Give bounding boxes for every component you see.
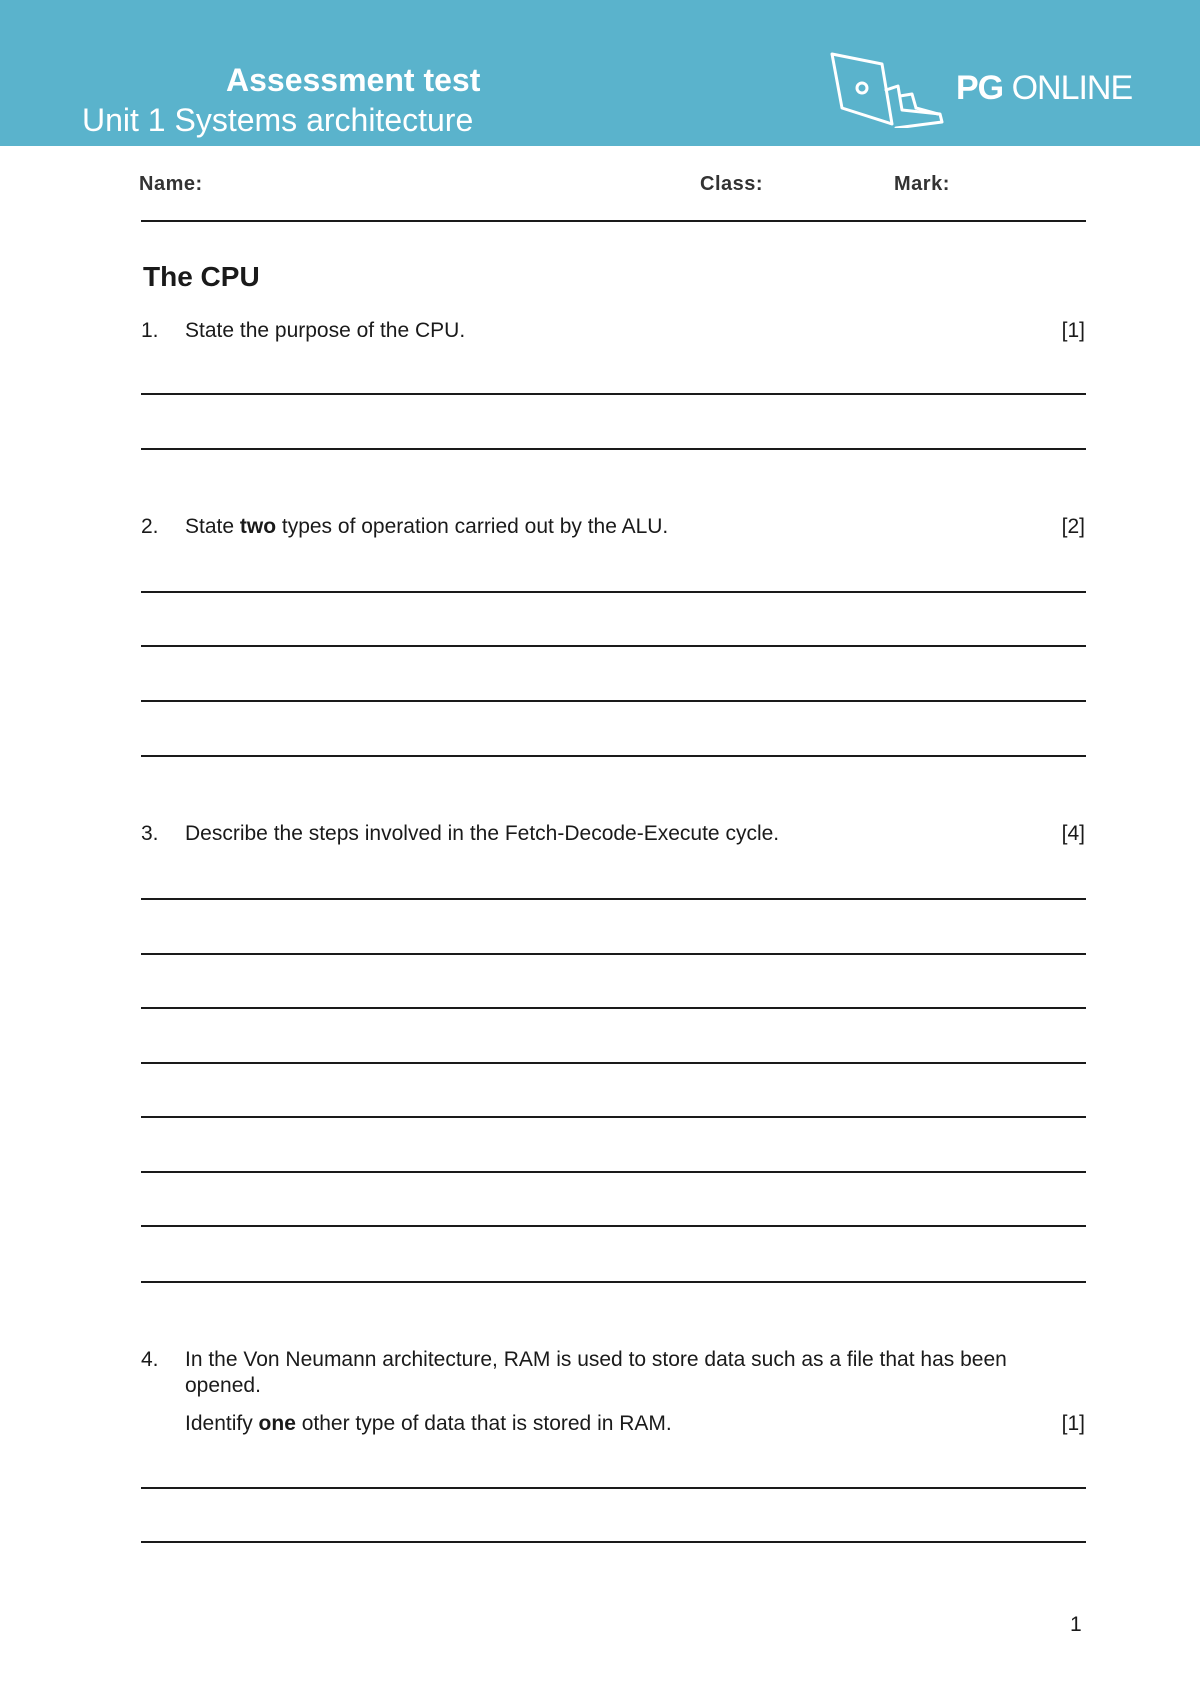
question-marks: [4] — [1061, 822, 1085, 845]
answer-line[interactable] — [141, 1281, 1086, 1283]
question-text-part: State — [185, 515, 240, 538]
laptop-logo-icon — [828, 50, 946, 128]
answer-line[interactable] — [141, 1116, 1086, 1118]
section-title: The CPU — [143, 261, 260, 292]
answer-line[interactable] — [141, 1171, 1086, 1173]
answer-line[interactable] — [141, 755, 1086, 757]
answer-line[interactable] — [141, 1007, 1086, 1009]
page-subtitle: Unit 1 Systems architecture — [82, 102, 474, 138]
answer-line[interactable] — [141, 591, 1086, 593]
question-text — [185, 514, 1065, 540]
question-marks: [2] — [1061, 515, 1085, 538]
question-number: 4. — [141, 1348, 159, 1371]
question-marks: [1] — [1061, 1412, 1085, 1435]
answer-line[interactable] — [141, 1487, 1086, 1489]
name-field-label: Name: — [139, 173, 203, 195]
header-rule — [141, 220, 1086, 222]
question-number: 2. — [141, 515, 159, 538]
class-field-label: Class: — [700, 173, 764, 195]
answer-line[interactable] — [141, 898, 1086, 900]
answer-line[interactable] — [141, 645, 1086, 647]
question-text-emphasis: one — [258, 1412, 296, 1435]
answer-line[interactable] — [141, 1062, 1086, 1064]
answer-line[interactable] — [141, 953, 1086, 955]
page-number: 1 — [1070, 1613, 1082, 1636]
answer-line[interactable] — [141, 448, 1086, 450]
answer-line[interactable] — [141, 1541, 1086, 1543]
answer-line[interactable] — [141, 1225, 1086, 1227]
question-text-part: Identify — [185, 1412, 259, 1435]
question-text-part: other type of data that is stored in RAM. — [295, 1412, 672, 1435]
question-prompt — [185, 1411, 1065, 1437]
question-marks: [1] — [1061, 319, 1085, 342]
page-title: Assessment test — [226, 62, 481, 98]
logo-text-regular: ONLINE — [1003, 69, 1133, 107]
logo-text — [956, 68, 1132, 108]
question-text: State the purpose of the CPU. — [185, 319, 466, 342]
question-text-part: types of operation carried out by the ALU. — [276, 515, 669, 538]
question-number: 1. — [141, 319, 159, 342]
mark-field-label: Mark: — [894, 173, 950, 195]
answer-line[interactable] — [141, 700, 1086, 702]
question-text-emphasis: two — [239, 515, 277, 538]
header-band — [0, 0, 1200, 146]
logo-text-bold: PG — [956, 69, 1004, 107]
answer-line[interactable] — [141, 393, 1086, 395]
question-number: 3. — [141, 822, 159, 845]
question-text: Describe the steps involved in the Fetch-Decode-Execute cycle. — [185, 822, 780, 845]
question-text: In the Von Neumann architecture, RAM is used to store data such as a file that has been opened. — [185, 1348, 1007, 1397]
